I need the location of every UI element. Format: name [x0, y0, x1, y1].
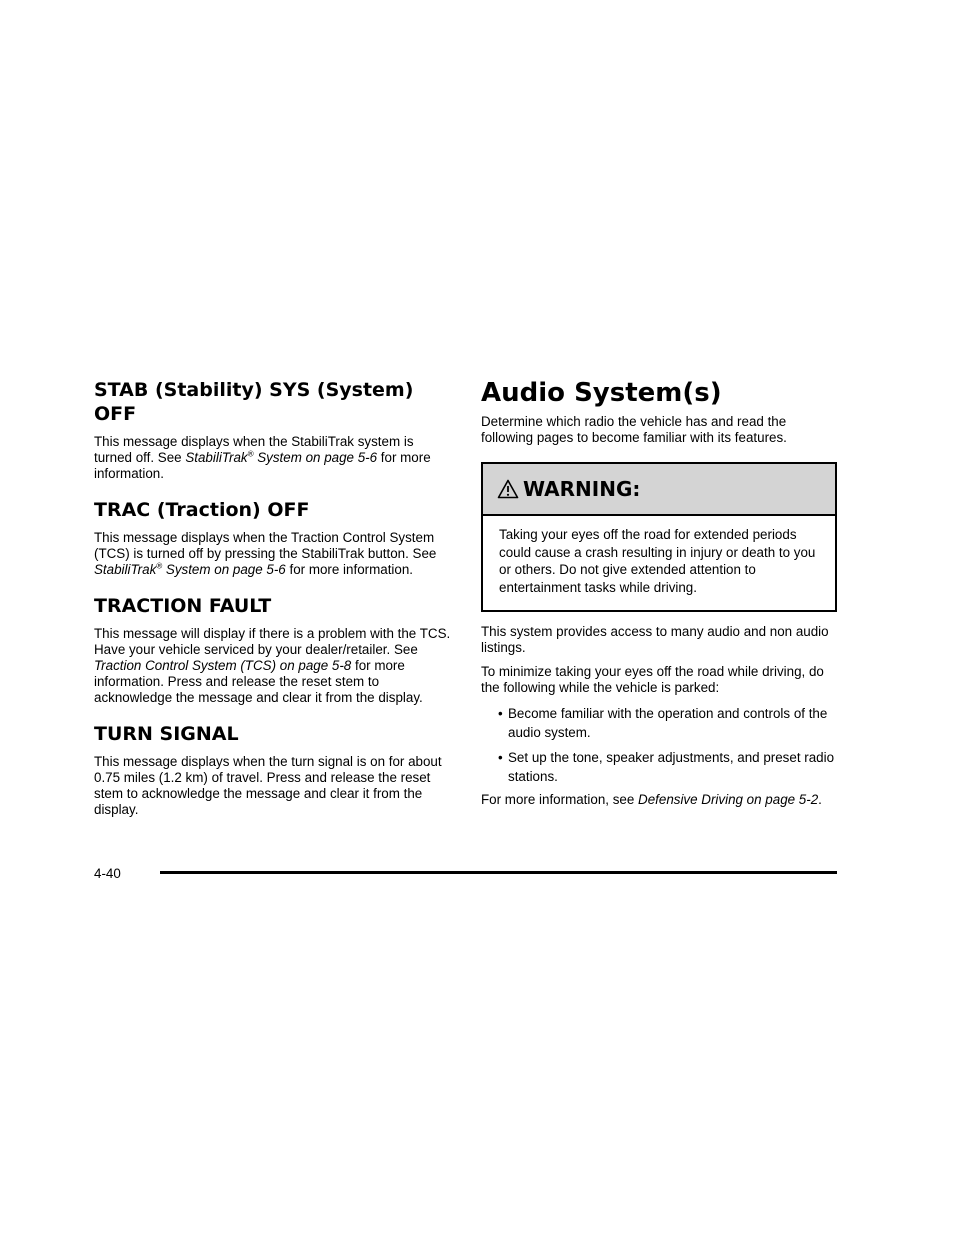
warning-title: WARNING:	[523, 477, 641, 501]
trac-heading: TRAC (Traction) OFF	[94, 499, 310, 521]
tcs-link[interactable]: Traction Control System (TCS) on page 5-8	[94, 658, 352, 673]
more-info-paragraph: For more information, see Defensive Driving on page 5-2.	[481, 792, 822, 807]
bullet-icon: •	[498, 706, 503, 721]
audio-para-1: This system provides access to many audio and non audio listings.	[481, 624, 829, 655]
bullet-list	[481, 704, 837, 786]
stab-heading: STAB (Stability) SYS (System) OFF	[94, 379, 414, 425]
list-item: • Become familiar with the operation and controls of the audio system.	[498, 706, 828, 740]
traction-fault-heading: TRACTION FAULT	[94, 595, 272, 617]
bullet-icon: •	[498, 750, 503, 765]
left-column	[94, 378, 454, 818]
warning-box	[481, 462, 837, 612]
turn-signal-heading: TURN SIGNAL	[94, 723, 239, 745]
warning-header	[483, 464, 835, 516]
list-item: • Set up the tone, speaker adjustments, and preset radio stations.	[498, 750, 835, 784]
footer-rule	[160, 871, 837, 874]
audio-intro: Determine which radio the vehicle has and read the following pages to become familiar with its features.	[481, 414, 787, 445]
stabilitrak-link[interactable]: StabiliTrak® System on page 5-6	[185, 449, 378, 465]
warning-body: Taking your eyes off the road for extended periods could cause a crash resulting in injury or death to you or others. Do not give extended attention to entertainment tasks while driving.	[499, 527, 816, 595]
right-column	[481, 378, 837, 808]
traction-fault-paragraph: This message will display if there is a problem with the TCS. Have your vehicle serviced by your dealer/retailer. See Traction Control System (TCS) on page 5-8 for more information. Press and release the reset stem to acknowledge the message and clear it from the display.	[94, 626, 451, 705]
turn-signal-paragraph: This message displays when the turn signal is on for about 0.75 miles (1.2 km) of travel. Press and release the reset stem to acknowledge the message and clear it from the display.	[94, 754, 442, 817]
audio-para-2: To minimize taking your eyes off the road while driving, do the following while the vehicle is parked:	[481, 664, 824, 695]
page-number: 4-40	[94, 866, 121, 881]
stabilitrak-link[interactable]: StabiliTrak® System on page 5-6	[94, 561, 286, 577]
defensive-driving-link[interactable]: Defensive Driving on page 5-2	[638, 792, 819, 807]
trac-paragraph: This message displays when the Traction Control System (TCS) is turned off by pressing the StabiliTrak button. See StabiliTrak® System on page 5-6 for more information.	[94, 530, 437, 577]
audio-system-title: Audio System(s)	[481, 378, 722, 408]
stab-paragraph: This message displays when the StabiliTrak system is turned off. See StabiliTrak® System on page 5-6 for more information.	[94, 434, 431, 481]
warning-triangle-icon	[497, 479, 519, 499]
